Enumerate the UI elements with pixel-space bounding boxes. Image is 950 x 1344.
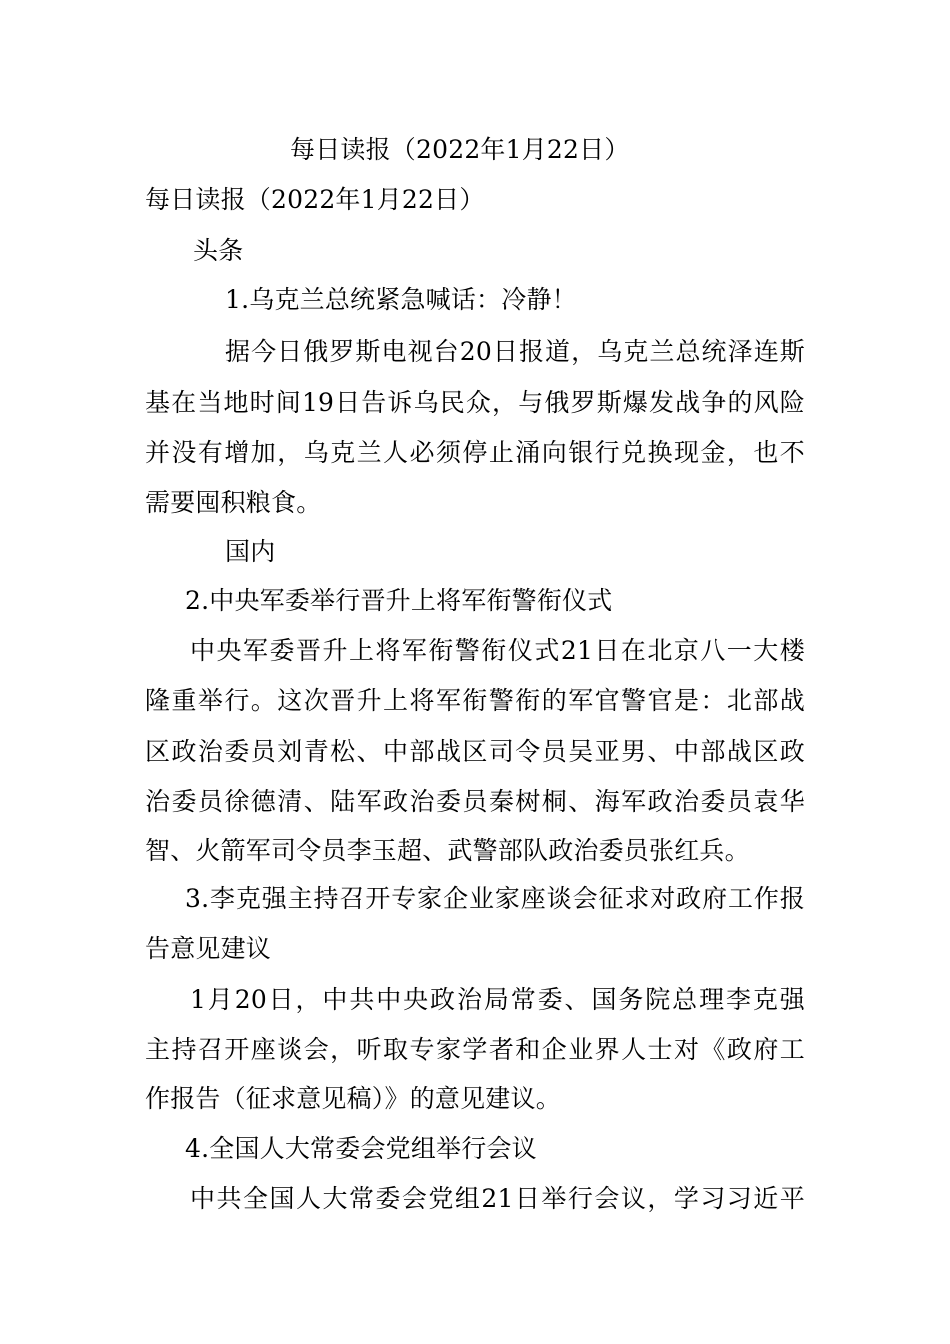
page-subtitle: 每日读报（2022年1月22日）: [145, 185, 485, 214]
section-headline: 头条: [193, 236, 244, 265]
item-2-text-line: 隆重举行。这次晋升上将军衔警衔的军官警官是：北部战: [145, 686, 805, 715]
item-2-heading: 2.中央军委举行晋升上将军衔警衔仪式: [185, 586, 613, 615]
item-2-text-line: 智、火箭军司令员李玉超、武警部队政治委员张红兵。: [145, 836, 750, 865]
item-3-text-line: 1月20日，中共中央政治局常委、国务院总理李克强: [190, 985, 805, 1014]
item-1-text-line: 需要囤积粮食。: [145, 488, 322, 517]
item-1-text-line: 据今日俄罗斯电视台20日报道，乌克兰总统泽连斯: [225, 337, 805, 366]
item-1-text-line: 基在当地时间19日告诉乌民众，与俄罗斯爆发战争的风险: [145, 388, 805, 417]
item-2-text-line: 区政治委员刘青松、中部战区司令员吴亚男、中部战区政: [145, 737, 805, 766]
item-4-text-line: 中共全国人大常委会党组21日举行会议，学习习近平: [190, 1184, 805, 1213]
item-1-text-line: 并没有增加，乌克兰人必须停止涌向银行兑换现金，也不: [145, 438, 805, 467]
item-3-text-line: 作报告（征求意见稿）》的意见建议。: [145, 1084, 561, 1113]
item-2-text-line: 治委员徐德清、陆军政治委员秦树桐、海军政治委员袁华: [145, 787, 805, 816]
item-3-text-line: 主持召开座谈会，听取专家学者和企业界人士对《政府工: [145, 1035, 805, 1064]
item-3-heading: 3.李克强主持召开专家企业家座谈会征求对政府工作报: [185, 884, 805, 913]
section-domestic: 国内: [225, 537, 276, 566]
item-3-heading: 告意见建议: [145, 934, 272, 963]
item-4-heading: 4.全国人大常委会党组举行会议: [185, 1134, 537, 1163]
page-title: 每日读报（2022年1月22日）: [290, 135, 630, 164]
item-1-heading: 1.乌克兰总统紧急喊话：冷静！: [225, 285, 577, 314]
item-2-text-line: 中央军委晋升上将军衔警衔仪式21日在北京八一大楼: [190, 636, 805, 665]
